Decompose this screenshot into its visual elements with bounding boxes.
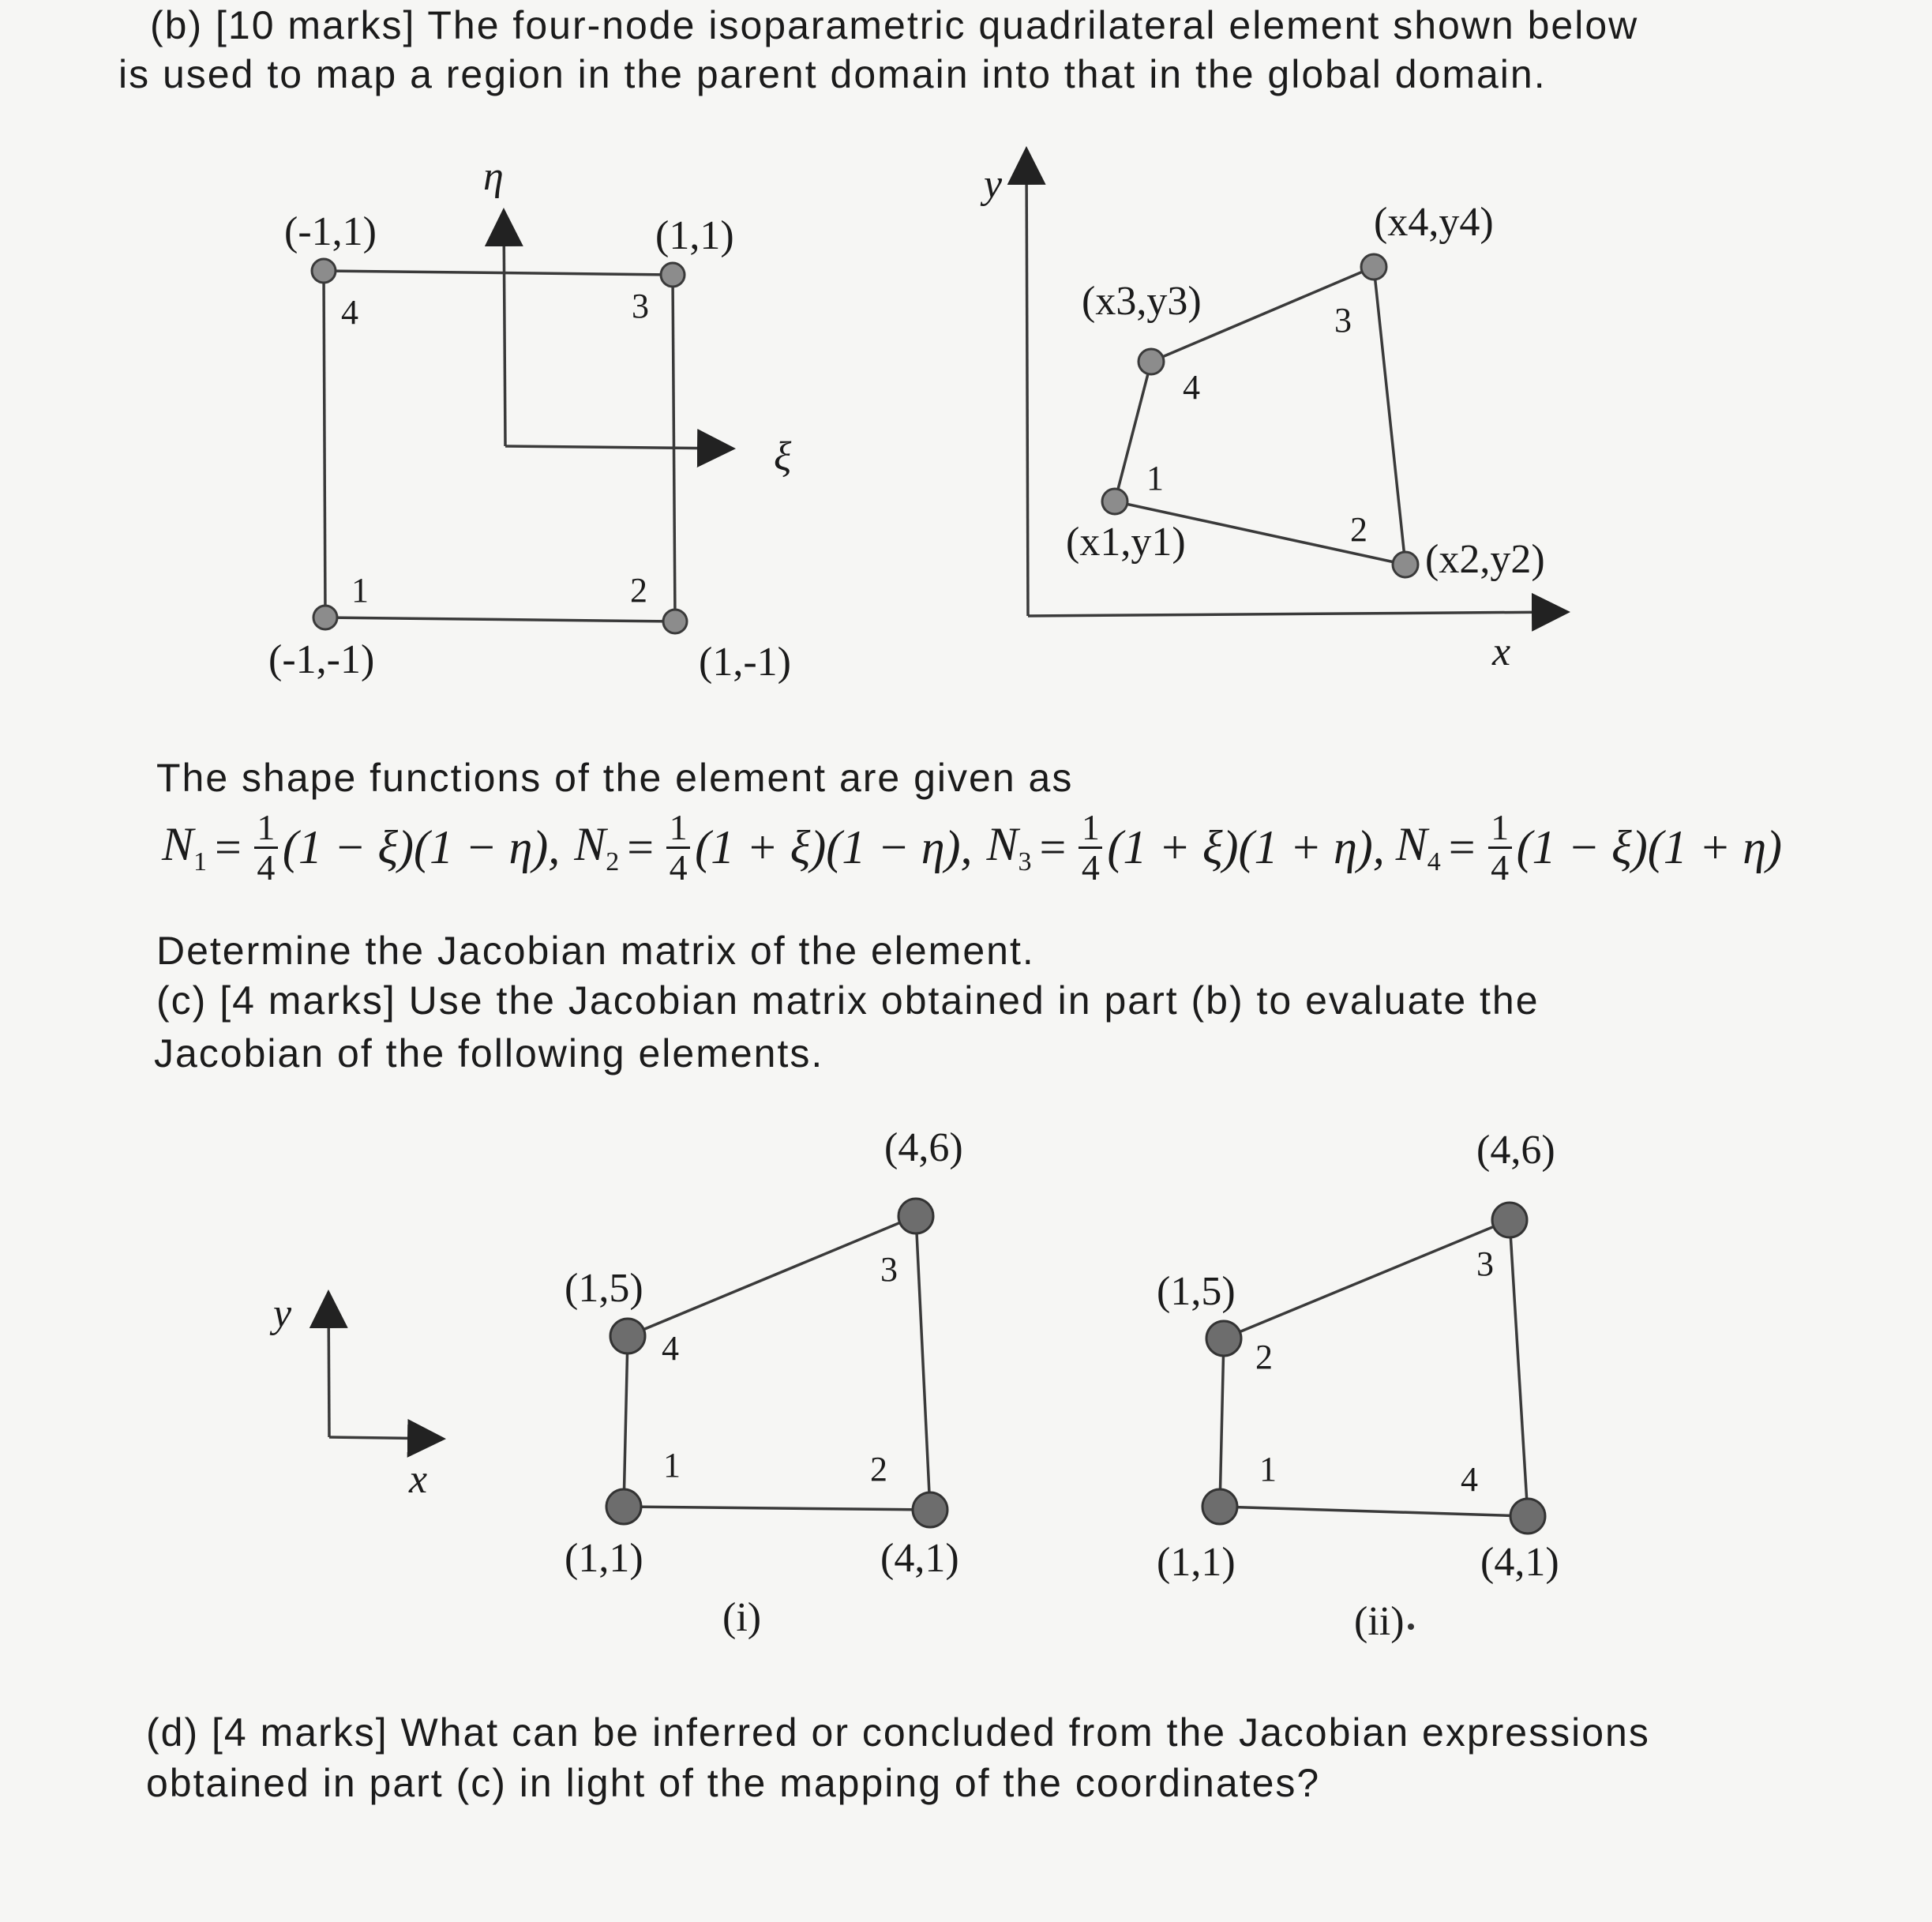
n2-fraction: $\frac{1}{4}$ bbox=[666, 810, 690, 885]
parent-node-num-3: 3 bbox=[632, 287, 649, 325]
question-c-line2: Jacobian of the following elements. bbox=[154, 1031, 824, 1075]
parent-edge-top bbox=[324, 271, 673, 275]
global-y-axis bbox=[1026, 152, 1028, 616]
small-x-label: x bbox=[409, 1457, 428, 1502]
small-y-label: y bbox=[273, 1291, 292, 1336]
eta-axis-label: η bbox=[483, 154, 504, 199]
parent-node-num-4: 4 bbox=[341, 293, 358, 332]
n3-equals: = bbox=[1039, 820, 1067, 873]
element-i-edge-top bbox=[628, 1216, 916, 1336]
element-i-coord-tr: (4,6) bbox=[884, 1125, 963, 1170]
element-ii-edge-right bbox=[1510, 1220, 1528, 1516]
parent-node-1 bbox=[313, 606, 337, 629]
element-ii-edge-top bbox=[1224, 1220, 1510, 1338]
element-i-node-tr bbox=[898, 1199, 933, 1233]
element-ii-caption: (ii) bbox=[1354, 1599, 1405, 1644]
element-i-num-br: 2 bbox=[870, 1450, 887, 1488]
shape-functions-equation bbox=[162, 804, 1782, 891]
element-ii-num-tl: 2 bbox=[1255, 1338, 1273, 1376]
element-i-num-bl: 1 bbox=[663, 1446, 681, 1485]
element-ii-coord-bl: (1,1) bbox=[1157, 1540, 1236, 1585]
n4-fraction: $\frac{1}{4}$ bbox=[1488, 810, 1512, 885]
element-i-edge-left bbox=[624, 1336, 628, 1507]
n3-body: (1 + ξ)(1 + η), bbox=[1107, 820, 1385, 873]
global-y-label: y bbox=[984, 162, 1003, 207]
parent-node-3 bbox=[661, 263, 685, 287]
global-node-num-1: 1 bbox=[1146, 459, 1164, 497]
parent-edge-bottom bbox=[325, 618, 675, 621]
n4-body: (1 − ξ)(1 + η) bbox=[1516, 820, 1782, 873]
global-point-3-label: (x3,y3) bbox=[1082, 279, 1202, 324]
element-i-node-br bbox=[913, 1492, 947, 1527]
element-i-node-tl bbox=[610, 1319, 645, 1353]
small-x-axis bbox=[329, 1437, 441, 1439]
parent-domain-diagram bbox=[237, 150, 1105, 703]
parent-corner-bl: (-1,-1) bbox=[268, 637, 375, 682]
global-x-axis bbox=[1028, 612, 1565, 616]
question-b-line2: is used to map a region in the parent domain into that in the global domain. bbox=[118, 52, 1547, 96]
element-ii-num-tr: 3 bbox=[1476, 1244, 1494, 1283]
element-ii-diagram bbox=[1137, 1129, 1690, 1698]
global-node-2 bbox=[1393, 552, 1418, 577]
element-ii-edge-bottom bbox=[1220, 1507, 1528, 1516]
parent-edge-left bbox=[324, 271, 325, 618]
element-i-num-tl: 4 bbox=[662, 1329, 679, 1368]
stray-dot bbox=[1408, 1624, 1414, 1630]
global-point-2-label: (x2,y2) bbox=[1425, 537, 1545, 582]
element-i-coord-tl: (1,5) bbox=[565, 1266, 643, 1311]
parent-node-4 bbox=[312, 259, 336, 283]
shape-functions-intro: The shape functions of the element are given as bbox=[156, 756, 1074, 800]
n1-body: (1 − ξ)(1 − η), bbox=[282, 820, 561, 873]
parent-node-2 bbox=[663, 610, 687, 633]
global-x-label: x bbox=[1492, 629, 1511, 674]
n4-equals: = bbox=[1448, 820, 1476, 873]
element-ii-node-tr bbox=[1492, 1203, 1527, 1237]
n3-term: $N_3$ bbox=[986, 818, 1032, 877]
global-edge-42 bbox=[1374, 267, 1405, 565]
global-node-num-4: 4 bbox=[1183, 368, 1200, 407]
parent-node-num-2: 2 bbox=[630, 571, 647, 610]
global-point-4-label: (x4,y4) bbox=[1374, 200, 1494, 245]
determine-jacobian-text: Determine the Jacobian matrix of the element. bbox=[156, 929, 1035, 973]
parent-corner-tr: (1,1) bbox=[655, 213, 734, 258]
xi-axis-label: ξ bbox=[774, 434, 792, 479]
element-i-num-tr: 3 bbox=[880, 1250, 898, 1289]
global-node-4 bbox=[1361, 254, 1386, 280]
n1-equals: = bbox=[215, 820, 242, 873]
n2-equals: = bbox=[627, 820, 655, 873]
global-domain-diagram bbox=[979, 142, 1848, 695]
global-node-num-2: 2 bbox=[1350, 510, 1367, 549]
global-point-1-label: (x1,y1) bbox=[1066, 520, 1186, 565]
element-ii-coord-br: (4,1) bbox=[1480, 1540, 1559, 1585]
global-node-3 bbox=[1139, 349, 1164, 374]
small-reference-axes bbox=[261, 1271, 466, 1508]
n2-term: $N_2$ bbox=[574, 818, 620, 877]
element-ii-num-bl: 1 bbox=[1259, 1450, 1277, 1488]
element-i-caption: (i) bbox=[722, 1595, 762, 1640]
parent-corner-tl: (-1,1) bbox=[284, 209, 377, 254]
parent-node-num-1: 1 bbox=[351, 571, 369, 610]
element-ii-node-bl bbox=[1202, 1489, 1237, 1524]
element-ii-num-br: 4 bbox=[1461, 1460, 1478, 1499]
question-b-line1: (b) [10 marks] The four-node isoparametric quadrilateral element shown below bbox=[150, 3, 1639, 47]
n4-term: $N_4$ bbox=[1395, 818, 1441, 877]
n1-term: $N_1$ bbox=[162, 818, 208, 877]
element-i-node-bl bbox=[606, 1489, 641, 1524]
xi-axis-arrow bbox=[505, 446, 730, 449]
question-d-line1: (d) [4 marks] What can be inferred or concluded from the Jacobian expressions bbox=[146, 1710, 1650, 1755]
element-ii-node-br bbox=[1510, 1499, 1545, 1533]
eta-axis-arrow bbox=[504, 213, 505, 446]
parent-corner-br: (1,-1) bbox=[699, 640, 791, 685]
element-ii-edge-left bbox=[1220, 1338, 1224, 1507]
element-i-coord-br: (4,1) bbox=[880, 1536, 959, 1581]
global-node-1 bbox=[1102, 489, 1127, 514]
n1-fraction: $\frac{1}{4}$ bbox=[254, 810, 278, 885]
small-y-axis bbox=[328, 1295, 329, 1437]
element-i-diagram bbox=[545, 1125, 1097, 1698]
element-i-coord-bl: (1,1) bbox=[565, 1536, 643, 1581]
n2-body: (1 + ξ)(1 − η), bbox=[695, 820, 973, 873]
question-d-line2: obtained in part (c) in light of the mapping of the coordinates? bbox=[146, 1761, 1321, 1805]
element-ii-coord-tl: (1,5) bbox=[1157, 1269, 1236, 1314]
element-i-edge-bottom bbox=[624, 1507, 930, 1510]
n3-fraction: $\frac{1}{4}$ bbox=[1079, 810, 1102, 885]
question-c-line1: (c) [4 marks] Use the Jacobian matrix obtained in part (b) to evaluate the bbox=[156, 978, 1540, 1023]
element-ii-coord-tr: (4,6) bbox=[1476, 1128, 1555, 1173]
global-node-num-3: 3 bbox=[1334, 301, 1352, 340]
element-ii-node-tl bbox=[1206, 1321, 1241, 1356]
element-i-edge-right bbox=[916, 1216, 930, 1510]
